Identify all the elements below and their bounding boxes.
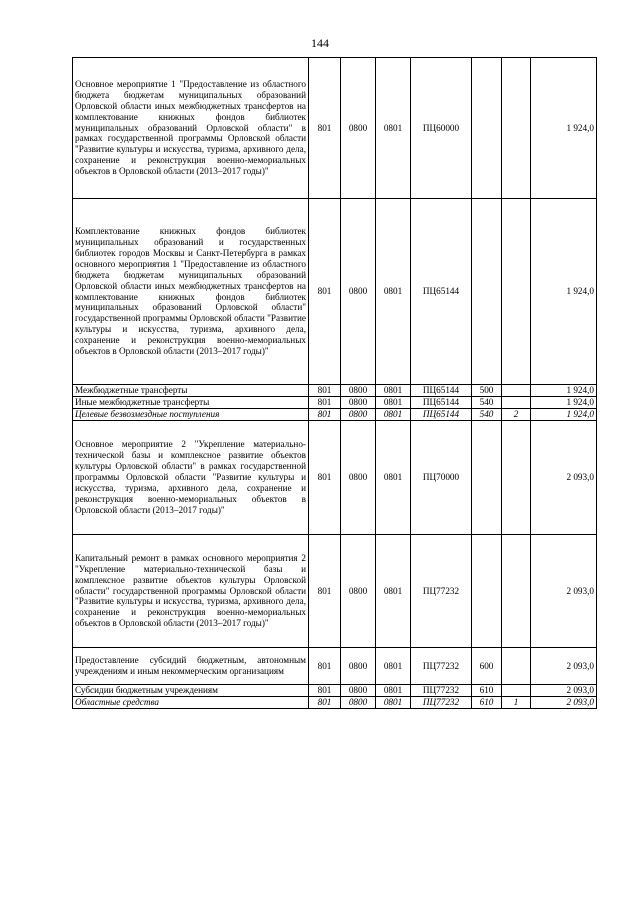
funding-code xyxy=(502,535,531,648)
table-row xyxy=(73,199,597,385)
row-description: Комплектование книжных фондов библиотек муниципальных образований и государственных библиотек городов Москвы и Санкт-Петербурга в рамках основного мероприятия 1 "Предоставление из областного бюджета бюджетам муниципальных образований Орловской области иных межбюджетных трансфертов на комплектование книжных фондов библиотек муниципальных образований Орловской области" государственной программы Орловской области "Развитие культуры и искусства, туризма, архивного дела, сохранение и реконструкция военно-мемориальных объектов в Орловской области (2013–2017 годы)" xyxy=(73,199,309,385)
funding-code xyxy=(502,58,531,199)
row-description: Межбюджетные трансферты xyxy=(73,385,309,397)
amount: 1 924,0 xyxy=(531,397,597,409)
section-code: 0800 xyxy=(341,697,376,709)
row-description: Капитальный ремонт в рамках основного мероприятия 2 "Укрепление материально-технической базы и комплексное развитие объектов культуры Орловской области" государственной программы Орловской области "Развитие культуры и искусства, туризма, архивного дела, сохранение и реконструкция военно-мемориальных объектов в Орловской области (2013–2017 годы)" xyxy=(73,535,309,648)
funding-code xyxy=(502,648,531,685)
subsection-code: 0801 xyxy=(376,385,411,397)
target-article-code: ПЦ77232 xyxy=(411,648,472,685)
ministry-code: 801 xyxy=(309,199,341,385)
ministry-code: 801 xyxy=(309,685,341,697)
ministry-code: 801 xyxy=(309,385,341,397)
table-row xyxy=(73,685,597,697)
amount: 2 093,0 xyxy=(531,535,597,648)
ministry-code: 801 xyxy=(309,58,341,199)
amount: 1 924,0 xyxy=(531,58,597,199)
target-article-code: ПЦ77232 xyxy=(411,697,472,709)
expense-type-code: 610 xyxy=(472,685,502,697)
funding-code xyxy=(502,685,531,697)
row-description: Субсидии бюджетным учреждениям xyxy=(73,685,309,697)
table-row xyxy=(73,58,597,199)
funding-code xyxy=(502,397,531,409)
ministry-code: 801 xyxy=(309,409,341,421)
funding-code xyxy=(502,199,531,385)
target-article-code: ПЦ77232 xyxy=(411,685,472,697)
section-code: 0800 xyxy=(341,535,376,648)
expense-type-code: 500 xyxy=(472,385,502,397)
subsection-code: 0801 xyxy=(376,199,411,385)
section-code: 0800 xyxy=(341,409,376,421)
target-article-code: ПЦ77232 xyxy=(411,535,472,648)
subsection-code: 0801 xyxy=(376,58,411,199)
section-code: 0800 xyxy=(341,421,376,535)
table-row xyxy=(73,697,597,709)
funding-code: 2 xyxy=(502,409,531,421)
expense-type-code xyxy=(472,421,502,535)
ministry-code: 801 xyxy=(309,421,341,535)
section-code: 0800 xyxy=(341,648,376,685)
subsection-code: 0801 xyxy=(376,421,411,535)
subsection-code: 0801 xyxy=(376,409,411,421)
expense-type-code: 610 xyxy=(472,697,502,709)
amount: 1 924,0 xyxy=(531,199,597,385)
ministry-code: 801 xyxy=(309,648,341,685)
amount: 1 924,0 xyxy=(531,409,597,421)
amount: 2 093,0 xyxy=(531,648,597,685)
amount: 2 093,0 xyxy=(531,697,597,709)
row-description: Областные средства xyxy=(73,697,309,709)
subsection-code: 0801 xyxy=(376,648,411,685)
subsection-code: 0801 xyxy=(376,535,411,648)
row-description: Предоставление субсидий бюджетным, автономным учреждениям и иным некоммерческим организациям xyxy=(73,648,309,685)
row-description: Целевые безвозмездные поступления xyxy=(73,409,309,421)
funding-code xyxy=(502,385,531,397)
expense-type-code xyxy=(472,58,502,199)
expense-type-code: 540 xyxy=(472,397,502,409)
section-code: 0800 xyxy=(341,685,376,697)
row-description: Основное мероприятие 2 "Укрепление материально-технической базы и комплексное развитие объектов культуры Орловской области" в рамках государственной программы Орловской области "Развитие культуры и искусства, туризма, архивного дела, сохранение и реконструкция военно-мемориальных объектов в Орловской области (2013–2017 годы)" xyxy=(73,421,309,535)
page-number: 144 xyxy=(311,36,329,50)
ministry-code: 801 xyxy=(309,397,341,409)
expense-type-code: 540 xyxy=(472,409,502,421)
target-article-code: ПЦ65144 xyxy=(411,199,472,385)
expense-type-code: 600 xyxy=(472,648,502,685)
section-code: 0800 xyxy=(341,385,376,397)
table-row xyxy=(73,397,597,409)
subsection-code: 0801 xyxy=(376,685,411,697)
table-row xyxy=(73,535,597,648)
target-article-code: ПЦ65144 xyxy=(411,409,472,421)
subsection-code: 0801 xyxy=(376,697,411,709)
expense-type-code xyxy=(472,535,502,648)
target-article-code: ПЦ60000 xyxy=(411,58,472,199)
table-row xyxy=(73,409,597,421)
target-article-code: ПЦ65144 xyxy=(411,397,472,409)
section-code: 0800 xyxy=(341,58,376,199)
subsection-code: 0801 xyxy=(376,397,411,409)
row-description: Основное мероприятие 1 "Предоставление из областного бюджета бюджетам муниципальных образований Орловской области иных межбюджетных трансфертов на комплектование книжных фондов библиотек муниципальных образований Орловской области" в рамках государственной программы Орловской области "Развитие культуры и искусства, туризма, архивного дела, сохранение и реконструкция военно-мемориальных объектов в Орловской области (2013–2017 годы)" xyxy=(73,58,309,199)
table-row xyxy=(73,648,597,685)
ministry-code: 801 xyxy=(309,697,341,709)
target-article-code: ПЦ65144 xyxy=(411,385,472,397)
amount: 1 924,0 xyxy=(531,385,597,397)
section-code: 0800 xyxy=(341,397,376,409)
amount: 2 093,0 xyxy=(531,685,597,697)
row-description: Иные межбюджетные трансферты xyxy=(73,397,309,409)
funding-code: 1 xyxy=(502,697,531,709)
ministry-code: 801 xyxy=(309,535,341,648)
amount: 2 093,0 xyxy=(531,421,597,535)
table-row xyxy=(73,421,597,535)
section-code: 0800 xyxy=(341,199,376,385)
expense-type-code xyxy=(472,199,502,385)
table-row xyxy=(73,385,597,397)
budget-table xyxy=(72,57,597,709)
target-article-code: ПЦ70000 xyxy=(411,421,472,535)
funding-code xyxy=(502,421,531,535)
